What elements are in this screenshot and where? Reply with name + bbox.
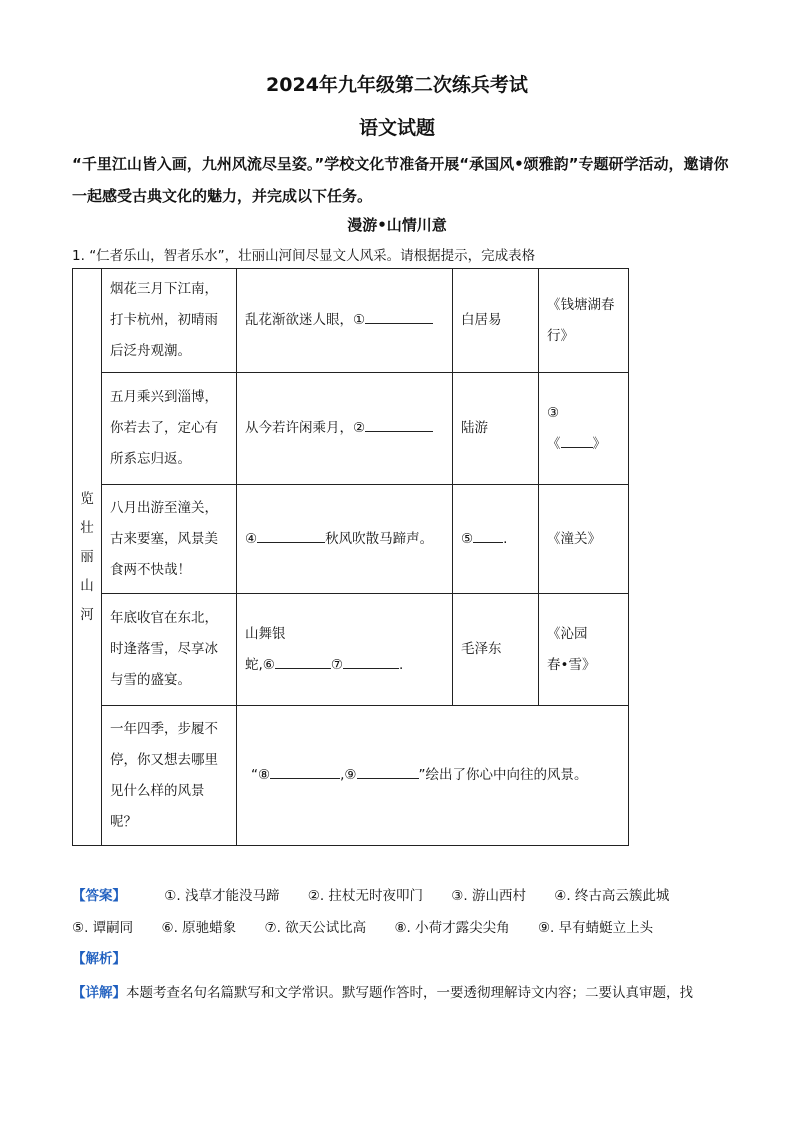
answer-item: ⑧. 小荷才露尖尖角 bbox=[394, 920, 510, 936]
desc-cell bbox=[102, 373, 237, 485]
answer-table bbox=[72, 268, 629, 846]
work-bracket-open: 《 bbox=[547, 435, 561, 452]
verse-cell bbox=[237, 485, 453, 594]
section-title: 漫游•山情川意 bbox=[347, 216, 447, 234]
verse-cell bbox=[237, 373, 453, 485]
detail-text: 本题考查名句名篇默写和文学常识。默写题作答时，一要透彻理解诗文内容；二要认真审题，找 bbox=[126, 985, 693, 1001]
table-row bbox=[73, 706, 629, 846]
row-header-char: 河 bbox=[80, 606, 94, 623]
answer-line-2 bbox=[72, 916, 752, 936]
author-cell bbox=[453, 594, 539, 706]
desc-cell bbox=[102, 594, 237, 706]
desc-line: 后泛舟观潮。 bbox=[110, 343, 191, 359]
desc-line: 烟花三月下江南， bbox=[110, 281, 218, 297]
verse-marker: “⑧ bbox=[251, 767, 271, 783]
desc-line: 与雪的盛宴。 bbox=[110, 672, 191, 688]
answer-item: ④. 终古高云簇此城 bbox=[554, 888, 670, 904]
desc-line: 打卡杭州，初晴雨 bbox=[110, 312, 218, 328]
blank-3[interactable] bbox=[561, 433, 593, 448]
desc-line: 停，你又想去哪里 bbox=[110, 751, 218, 768]
work-cell bbox=[539, 594, 629, 706]
author-end: . bbox=[503, 530, 508, 547]
answer-item: ⑨. 早有蜻蜓立上头 bbox=[537, 920, 654, 936]
answer-line-1 bbox=[72, 884, 752, 904]
row-header-char: 山 bbox=[80, 577, 94, 594]
verse-line bbox=[245, 650, 444, 681]
desc-line: 呢？ bbox=[110, 813, 137, 830]
author: 白居易 bbox=[461, 312, 502, 328]
row-header-cell bbox=[73, 269, 102, 846]
row-header-char: 览 bbox=[80, 490, 94, 507]
detail-paragraph bbox=[72, 981, 752, 1001]
verse-marker: ④ bbox=[245, 530, 258, 547]
author-marker: ⑤ bbox=[461, 530, 474, 547]
answer-item: ⑥. 原驰蜡象 bbox=[161, 920, 237, 936]
question-number: 1. bbox=[72, 248, 85, 264]
desc-cell bbox=[102, 706, 237, 846]
row-header-char: 丽 bbox=[80, 548, 94, 565]
work-bracket-close: 》 bbox=[592, 435, 606, 452]
answer-item: ③. 游山西村 bbox=[451, 888, 526, 904]
desc-line: 一年四季，步履不 bbox=[110, 720, 218, 737]
table-row bbox=[73, 594, 629, 706]
exam-title: 2024年九年级第二次练兵考试 bbox=[266, 74, 528, 96]
desc-line: 年底收官在东北， bbox=[110, 610, 218, 626]
work-cell bbox=[539, 485, 629, 594]
question-1 bbox=[72, 244, 732, 264]
work-cell bbox=[539, 269, 629, 373]
blank-7[interactable] bbox=[343, 654, 399, 669]
table-row bbox=[73, 269, 629, 373]
desc-line: 你若去了，定心有 bbox=[110, 420, 218, 436]
exam-subtitle: 语文试题 bbox=[358, 117, 435, 139]
answer-label: 【答案】 bbox=[72, 888, 126, 904]
desc-cell bbox=[102, 269, 237, 373]
blank-8[interactable] bbox=[270, 764, 340, 779]
verse-line: 山舞银 bbox=[245, 625, 286, 642]
author-cell bbox=[453, 269, 539, 373]
blank-5[interactable] bbox=[473, 528, 503, 543]
intro-paragraph: “千里江山皆入画，九州风流尽呈姿。”学校文化节准备开展“承国风•颂雅韵”专题研学活动，邀请你一起感受古典文化的魅力，并完成以下任务。 bbox=[72, 155, 729, 205]
verse-text: 从今若许闲乘月，② bbox=[245, 420, 366, 436]
desc-line: 食两不快哉！ bbox=[110, 561, 191, 578]
detail-label: 【详解】 bbox=[72, 985, 126, 1001]
desc-line: 八月出游至潼关， bbox=[110, 499, 218, 516]
row-header-char: 壮 bbox=[80, 519, 94, 536]
verse-cell bbox=[237, 594, 453, 706]
verse-end: . bbox=[399, 656, 404, 673]
work-cell bbox=[539, 373, 629, 485]
desc-line: 见什么样的风景 bbox=[110, 782, 205, 799]
table-row bbox=[73, 373, 629, 485]
work-line: 春•雪》 bbox=[547, 656, 596, 673]
work-line: ③ bbox=[547, 404, 560, 421]
author: 陆游 bbox=[461, 420, 488, 436]
blank-2[interactable] bbox=[365, 417, 433, 432]
verse-text: ”绘出了你心中向往的风景。 bbox=[418, 767, 588, 783]
verse-marker: ,⑨ bbox=[340, 767, 357, 783]
table-row bbox=[73, 485, 629, 594]
question-text: “仁者乐山，智者乐水”，壮丽山河间尽显文人风采。请根据提示，完成表格 bbox=[89, 248, 536, 264]
verse-cell bbox=[237, 706, 629, 846]
work-line: 《钱塘湖春 bbox=[547, 296, 615, 313]
desc-line: 时逢落雪，尽享冰 bbox=[110, 641, 218, 657]
desc-line: 古来要塞，风景美 bbox=[110, 530, 218, 547]
verse-cell bbox=[237, 269, 453, 373]
answer-item: ⑦. 欲天公试比高 bbox=[264, 920, 367, 936]
work-line: 《沁园 bbox=[547, 625, 588, 642]
answer-item: ②. 拄杖无时夜叩门 bbox=[307, 888, 423, 904]
verse-marker: ⑦ bbox=[330, 656, 344, 673]
author-cell bbox=[453, 373, 539, 485]
blank-4[interactable] bbox=[257, 528, 325, 543]
answer-item: ⑤. 谭嗣同 bbox=[72, 920, 134, 936]
verse-text: 蛇,⑥ bbox=[245, 656, 275, 673]
verse-text: 乱花渐欲迷人眼，① bbox=[245, 312, 366, 328]
blank-9[interactable] bbox=[357, 764, 419, 779]
author-cell bbox=[453, 485, 539, 594]
author: 毛泽东 bbox=[461, 641, 502, 657]
answer-item: ①. 浅草才能没马蹄 bbox=[164, 888, 280, 904]
work-line: 行》 bbox=[547, 327, 574, 344]
blank-6[interactable] bbox=[275, 654, 331, 669]
desc-line: 五月乘兴到淄博， bbox=[110, 389, 218, 405]
desc-line: 所系忘归返。 bbox=[110, 451, 191, 467]
desc-cell bbox=[102, 485, 237, 594]
blank-1[interactable] bbox=[365, 309, 433, 324]
work-line bbox=[547, 429, 620, 460]
analysis-label: 【解析】 bbox=[72, 951, 126, 967]
work-line: 《潼关》 bbox=[547, 530, 601, 547]
verse-text: 秋风吹散马蹄声。 bbox=[325, 530, 434, 547]
